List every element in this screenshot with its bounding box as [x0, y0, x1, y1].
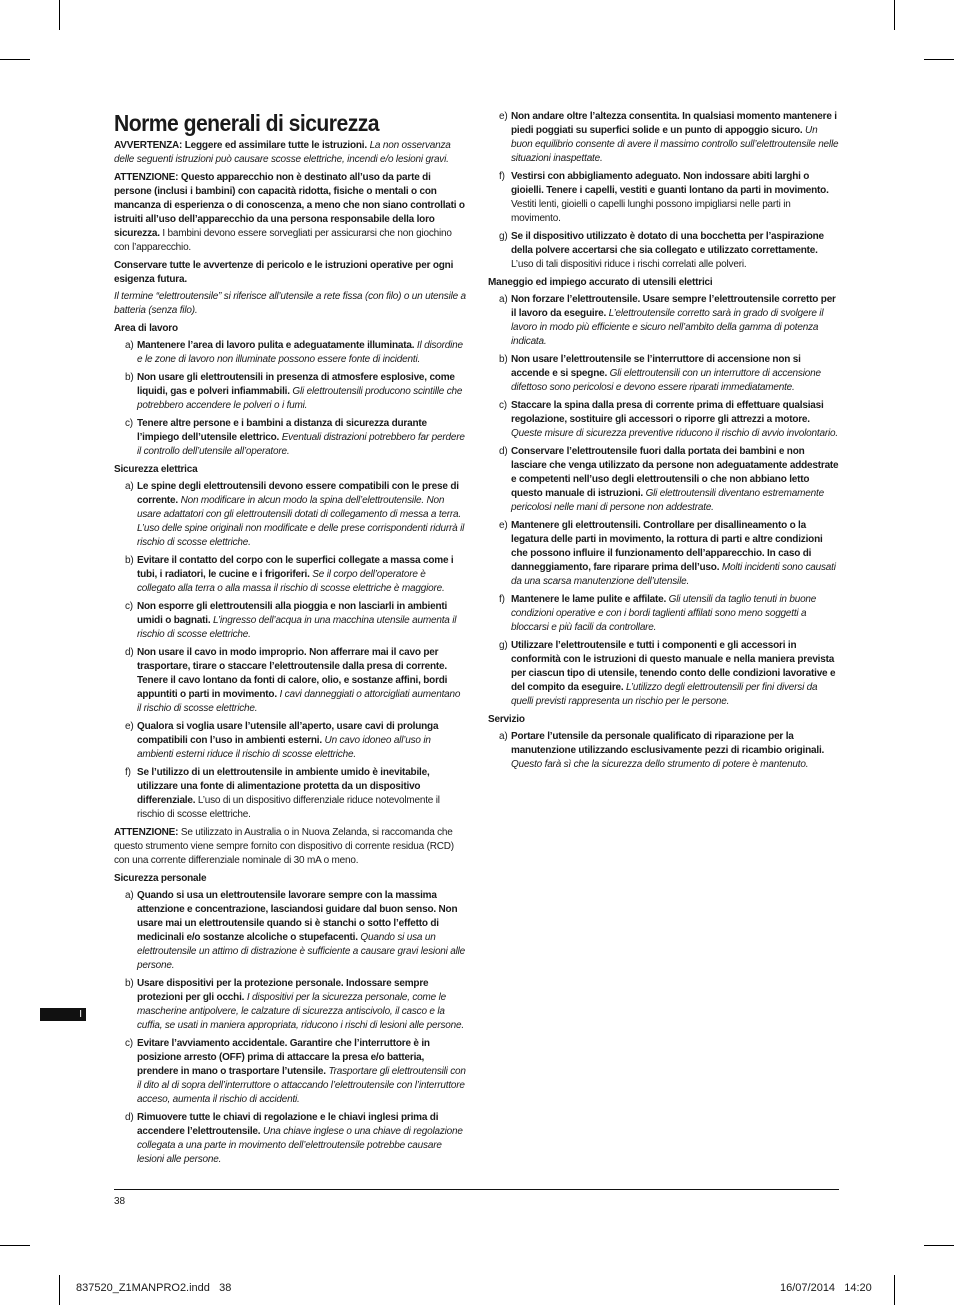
term-paragraph: Il termine “elettroutensile” si riferisce all’utensile a rete fissa (con filo) o un utensile a batteria (senza filo). — [114, 291, 466, 316]
list-item: b) Usare dispositivi per la protezione personale. Indossare sempre protezioni per gli occhi. I dispositivi per la sicurezza personale, come le mascherine antipolvere, le calzature di sicurezza antiscivolo, il casco e la cuffia, se usati in maniera appropriata, riducono i rischi di lesioni alle persone. — [125, 978, 464, 1031]
list-item: d) Conservare l’elettroutensile fuori dalla portata dei bambini e non lasciare che venga utilizzato da persone non adeguatamente addestrate e competenti nell’uso degli elettroutensili o che non abbiano letto questo manuale di istruzioni. Gli elettroutensili diventano estremamente pericolosi nelle mani di persone non addestrate. — [499, 446, 839, 513]
list-item: e) Qualora si voglia usare l’utensile all’aperto, usare cavi di prolunga compatibili con l’uso in ambienti esterni. Un cavo idoneo all’uso in ambienti esterni riduce il rischio di scosse elettriche. — [125, 721, 439, 760]
list-item: a) Portare l’utensile da personale qualificato di riparazione per la manutenzione utilizzando esclusivamente pezzi di ricambio originali. Questo farà sì che la sicurezza dello strumento di potere è mantenuto. — [499, 731, 825, 770]
section-heading-personal: Sicurezza personale — [114, 873, 207, 884]
list-item: d) Rimuovere tutte le chiavi di regolazione e le chiavi inglesi prima di accendere l’elettroutensile. Una chiave inglese o una chiave di regolazione collegata a una parte in movimento dell’elettroutensile potrebbe causare lesioni alle persone. — [125, 1112, 463, 1165]
warning-paragraph: AVVERTENZA: Leggere ed assimilare tutte le istruzioni. La non osservanza delle seguenti istruzioni può causare scosse elettriche, incendi e/o lesioni gravi. — [114, 140, 451, 165]
list-item: a) Quando si usa un elettroutensile lavorare sempre con la massima attenzione e concentrazione, lasciandosi guidare dal buon senso. Non usare mai un elettroutensile quando si è stanchi o sotto l’effetto di medicinali e/o sostanze alcoliche o stupefacenti. Quando si usa un elettroutensile un attimo di distrazione è sufficiente a causare gravi lesioni alle persone. — [125, 890, 466, 971]
list-item: c) Non esporre gli elettroutensili alla pioggia e non lasciarli in ambienti umidi o bagnati. L’ingresso dell’acqua in una macchina utensile aumenta il rischio di scosse elettriche. — [125, 601, 457, 640]
list-item: c) Tenere altre persone e i bambini a distanza di sicurezza durante l’impiego dell’utensile elettrico. Eventuali distrazioni potrebbero far perdere il controllo dell’utensile all’operatore. — [125, 418, 465, 457]
language-tab-label: I — [79, 1009, 82, 1020]
list-item: b) Evitare il contatto del corpo con le superfici collegate a massa come i tubi, i radiatori, le cucine e i frigoriferi. Se il corpo dell’operatore è collegato alla terra o alla massa il rischio di scosse elettriche è maggiore. — [125, 555, 454, 594]
list-item: d) Non usare il cavo in modo improprio. Non afferrare mai il cavo per trasportare, tirare o staccare l’elettroutensile dalla presa di corrente. Tenere il cavo lontano da fonti di calore, olio, e sostanze affini, bordi appuntiti o parti in movimento. I cavi danneggiati o attorcigliati aumentano il rischio di scosse elettriche. — [125, 647, 461, 714]
section-heading-use: Maneggio ed impiego accurato di utensili elettrici — [488, 277, 713, 288]
list-item: f) Mantenere le lame pulite e affilate. Gli utensili da taglio tenuti in buone condizioni operative e con i bordi taglienti affilati sono meno soggetti a bloccarsi e più facili da controllare. — [499, 594, 817, 633]
left-column — [114, 110, 466, 1171]
language-tab — [40, 1008, 86, 1021]
crop-mark — [59, 0, 60, 30]
section-heading-service: Servizio — [488, 714, 525, 725]
crop-mark — [59, 1275, 60, 1305]
attention-rcd-paragraph: ATTENZIONE: Se utilizzato in Australia o in Nuova Zelanda, si raccomanda che questo strumento viene sempre fornito con dispositivo di corrente residua (RCD) con una corrente differenziale nominale di 30 mA o meno. — [114, 827, 454, 866]
print-slug-date: 16/07/2014 14:20 — [780, 1282, 872, 1294]
section-heading-area: Area di lavoro — [114, 323, 178, 334]
crop-mark — [924, 59, 954, 60]
list-item: c) Evitare l’avviamento accidentale. Garantire che l’interruttore è in posizione arresto (OFF) prima di attaccare la presa e/o batteria, prendere in mano o trasportare l’utensile. Trasportare gli elettroutensili con il dito al di sopra dell’interruttore o attaccando l’elettroutensile con l’interruttore acceso, aumenta il rischio di accidenti. — [125, 1038, 466, 1105]
list-item: b) Non usare l’elettroutensile se l’interruttore di accensione non si accende e si spegne. Gli elettroutensili con un interruttore di accensione difettoso sono pericolosi e devono essere riparati immediatamente. — [499, 354, 821, 393]
page-number: 38 — [114, 1196, 126, 1207]
crop-mark — [924, 1245, 954, 1246]
page-title: Norme generali di sicurezza — [114, 110, 379, 136]
list-item: a) Mantenere l’area di lavoro pulita e adeguatamente illuminata. Il disordine e le zone di lavoro non illuminate possono essere fonte di incidenti. — [125, 340, 463, 365]
conserve-paragraph: Conservare tutte le avvertenze di pericolo e le istruzioni operative per ogni esigenza futura. — [114, 260, 454, 285]
section-heading-electrical: Sicurezza elettrica — [114, 464, 198, 475]
list-item: f) Se l’utilizzo di un elettroutensile in ambiente umido è inevitabile, utilizzare una fonte di alimentazione protetta da un dispositivo differenziale. L’uso di un dispositivo differenziale riduce notevolmente il rischio di scosse elettriche. — [125, 767, 440, 820]
crop-mark — [894, 0, 895, 30]
attention-paragraph: ATTENZIONE: Questo apparecchio non è destinato all’uso da parte di persone (inclusi i bambini) con capacità ridotta, fisiche o mentali o con mancanza di esperienza o di conoscenza, a meno che non siano controllati o istruiti all’uso dell’apparecchio da una persona responsabile della loro sicurezza. I bambini devono essere sorvegliati per assicurarsi che non giochino con l’apparecchio. — [114, 172, 465, 253]
crop-mark — [894, 1275, 895, 1305]
list-item: a) Non forzare l’elettroutensile. Usare sempre l’elettroutensile corretto per il lavoro da eseguire. L’elettroutensile corretto sarà in grado di svolgere il lavoro in modo più efficiente e sicuro nell’ambito della gamma di potenza indicata. — [499, 294, 836, 347]
list-item: e) Mantenere gli elettroutensili. Controllare per disallineamento o la legatura delle parti in movimento, la rottura di parti e altre condizioni che possono influire il funzionamento dell’apparecchio. In caso di danneggiamento, fare riparare prima dell’uso. Molti incidenti sono causati da una scarsa manutenzione dell’utensile. — [499, 520, 836, 587]
list-item: f) Vestirsi con abbigliamento adeguato. Non indossare abiti larghi o gioielli. Tenere i capelli, vestiti e guanti lontano da parti in movimento. Vestiti lenti, gioielli o capelli lunghi possono impigliarsi nelle parti in movimento. — [499, 171, 829, 224]
footer-rule — [114, 1189, 839, 1190]
list-item: a) Le spine degli elettroutensili devono essere compatibili con le prese di corrente. Non modificare in alcun modo la spina dell’elettroutensile. Non usare adattatori con gli elettroutensili dotati di collegamento di messa a terra. L’uso delle spine originali non modificate e delle prese corrispondenti ridurrà il rischio di scosse elettriche. — [125, 481, 465, 548]
list-item: g) Utilizzare l’elettroutensile e tutti i componenti e gli accessori in conformità con le istruzioni di questo manuale e nella maniera prevista per ciascun tipo di utensile, tenendo conto delle condizioni lavorative e del compito da eseguire. L’utilizzo degli elettroutensili per fini diversi da quelli previsti rappresenta un rischio per le persone. — [499, 640, 836, 707]
crop-mark — [0, 1245, 30, 1246]
list-item: e) Non andare oltre l’altezza consentita. In qualsiasi momento mantenere i piedi poggiati su superfici solide e un punto di appoggio sicuro. Un buon equilibrio consente di avere il massimo controllo sull’elettroutensile nelle situazioni inaspettate. — [499, 111, 839, 164]
crop-mark — [0, 59, 30, 60]
print-slug-file: 837520_Z1MANPRO2.indd 38 — [76, 1282, 232, 1294]
list-item: g) Se il dispositivo utilizzato è dotato di una bocchetta per l’aspirazione della polvere accertarsi che sia collegato e utilizzato correttamente. L’uso di tali dispositivi riduce i rischi correlati alle polveri. — [499, 231, 824, 270]
right-column — [488, 110, 840, 776]
list-item: b) Non usare gli elettroutensili in presenza di atmosfere esplosive, come liquidi, gas e polveri infiammabili. Gli elettroutensili producono scintille che potrebbero accendere le polveri o i fumi. — [125, 372, 463, 411]
list-item: c) Staccare la spina dalla presa di corrente prima di effettuare qualsiasi regolazione, sostituire gli accessori o riporre gli attrezzi a motore. Queste misure di sicurezza preventive riducono il rischio di avvio involontario. — [499, 400, 838, 439]
